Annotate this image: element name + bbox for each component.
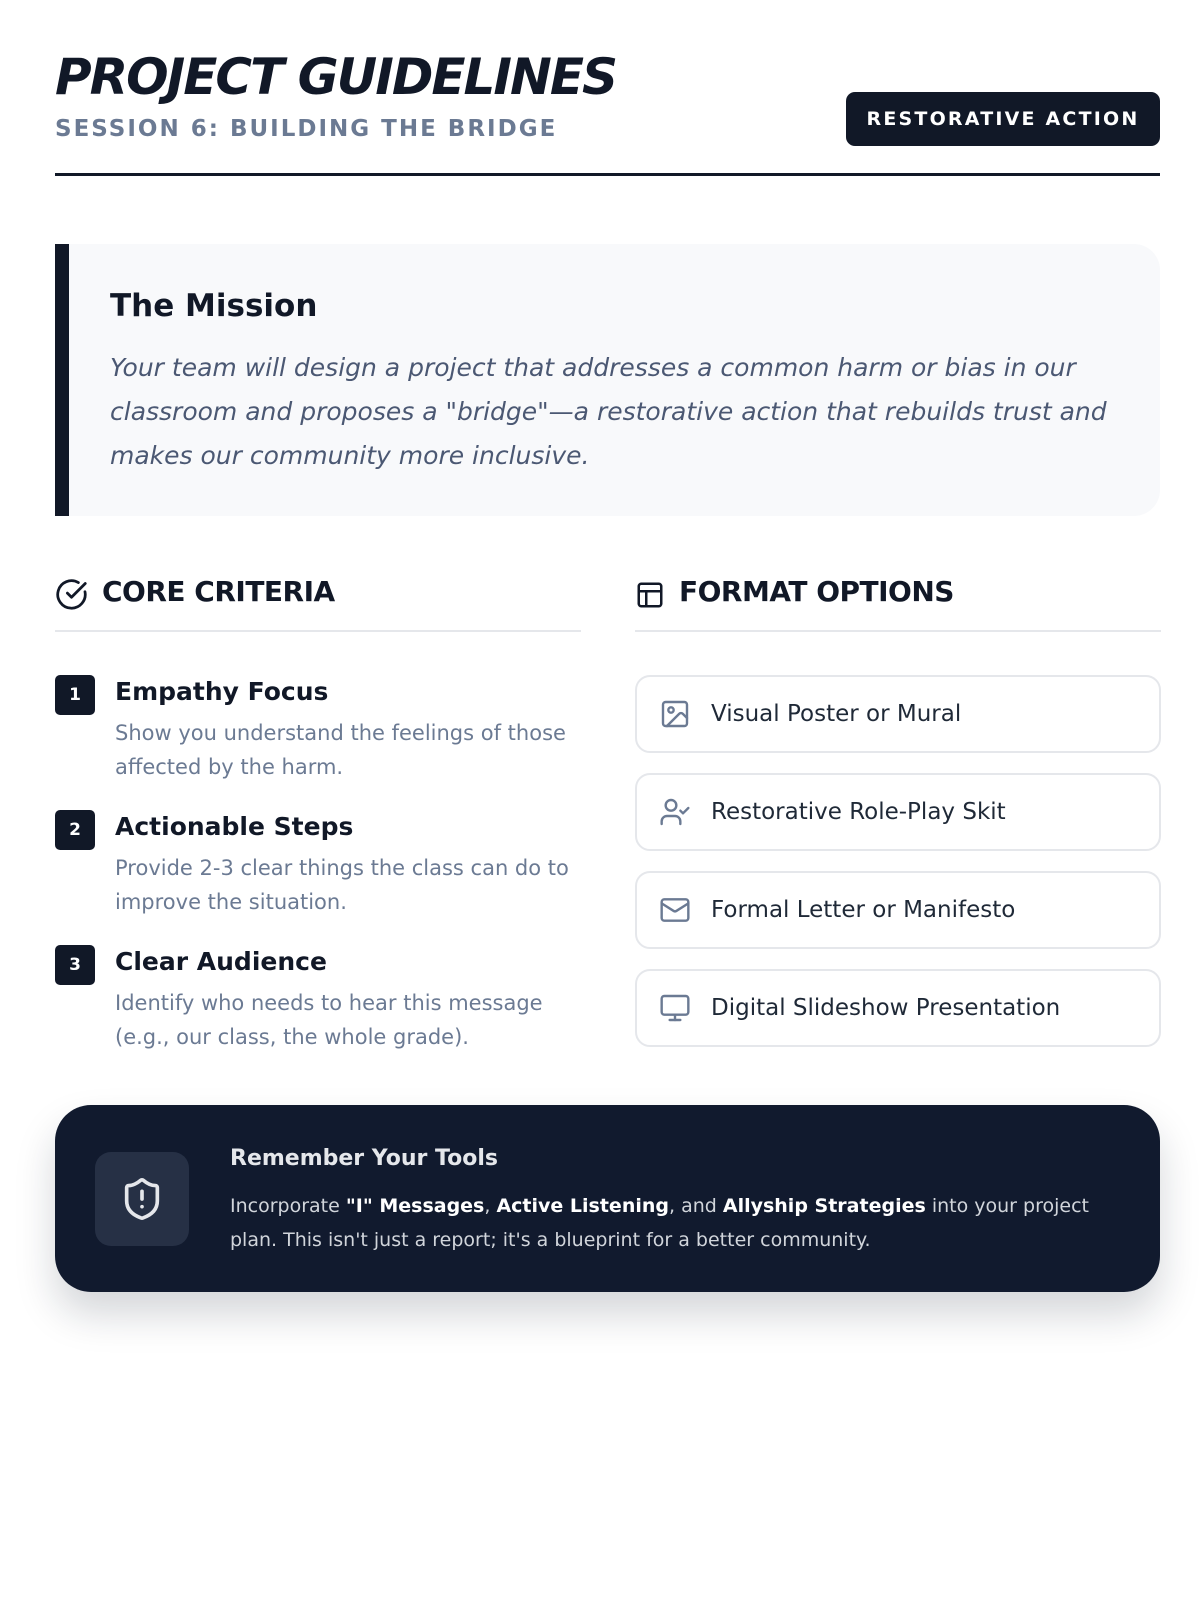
format-option-role-play-skit[interactable] (635, 773, 1161, 851)
mission-panel (55, 244, 1160, 516)
tools-text-prefix: Incorporate (230, 1195, 346, 1217)
page-header (55, 0, 1160, 176)
tool-active-listening: Active Listening (496, 1195, 669, 1217)
shield-alert-icon (119, 1176, 165, 1222)
criteria-number: 3 (55, 945, 95, 985)
format-option-label: Digital Slideshow Presentation (711, 995, 1061, 1021)
criteria-description: Provide 2-3 clear things the class can do to improve the situation. (115, 856, 569, 914)
format-option-label: Formal Letter or Manifesto (711, 897, 1016, 923)
tool-i-messages: "I" Messages (345, 1195, 485, 1217)
tools-icon-box (95, 1152, 189, 1246)
format-option-label: Visual Poster or Mural (711, 701, 962, 727)
tools-title: Remember Your Tools (230, 1146, 498, 1171)
page-title: PROJECT GUIDELINES (55, 48, 616, 106)
format-options-heading: FORMAT OPTIONS (679, 575, 954, 608)
tools-callout (55, 1105, 1160, 1292)
tools-text-separator: , (484, 1195, 497, 1217)
mission-text: Your team will design a project that addresses a common harm or bias in our classroom and proposes a "bridge"—a restorative action that rebuilds trust and makes our community more inclusive. (110, 353, 1107, 470)
page-subtitle: SESSION 6: BUILDING THE BRIDGE (55, 116, 558, 142)
criteria-number: 1 (55, 675, 95, 715)
restorative-action-badge: RESTORATIVE ACTION (846, 92, 1160, 146)
format-options-section (635, 572, 1161, 1042)
check-circle-icon (55, 578, 88, 611)
tools-text-suffix: into your project plan. This isn't just a report; it's a blueprint for a better community. (230, 1195, 1089, 1251)
core-criteria-heading: CORE CRITERIA (102, 575, 335, 608)
format-options-header (635, 572, 1161, 632)
core-criteria-header (55, 572, 581, 632)
mission-title: The Mission (110, 288, 318, 324)
format-option-digital-slideshow[interactable] (635, 969, 1161, 1047)
format-option-visual-poster[interactable] (635, 675, 1161, 753)
format-option-formal-letter[interactable] (635, 871, 1161, 949)
image-icon (659, 698, 691, 730)
criteria-title: Empathy Focus (115, 677, 329, 706)
user-check-icon (659, 796, 691, 828)
criteria-description: Show you understand the feelings of those affected by the harm. (115, 721, 566, 779)
criteria-description: Identify who needs to hear this message (e.g., our class, the whole grade). (115, 991, 543, 1049)
mail-icon (659, 894, 691, 926)
layout-icon (635, 580, 665, 610)
tools-text (230, 1189, 1130, 1257)
criteria-title: Actionable Steps (115, 812, 354, 841)
criteria-title: Clear Audience (115, 947, 327, 976)
criteria-number: 2 (55, 810, 95, 850)
guidelines-page (55, 0, 1160, 1251)
monitor-icon (659, 992, 691, 1024)
core-criteria-section (55, 572, 581, 1049)
format-option-label: Restorative Role-Play Skit (711, 799, 1006, 825)
tool-allyship-strategies: Allyship Strategies (722, 1195, 926, 1217)
tools-text-separator: , and (668, 1195, 723, 1217)
